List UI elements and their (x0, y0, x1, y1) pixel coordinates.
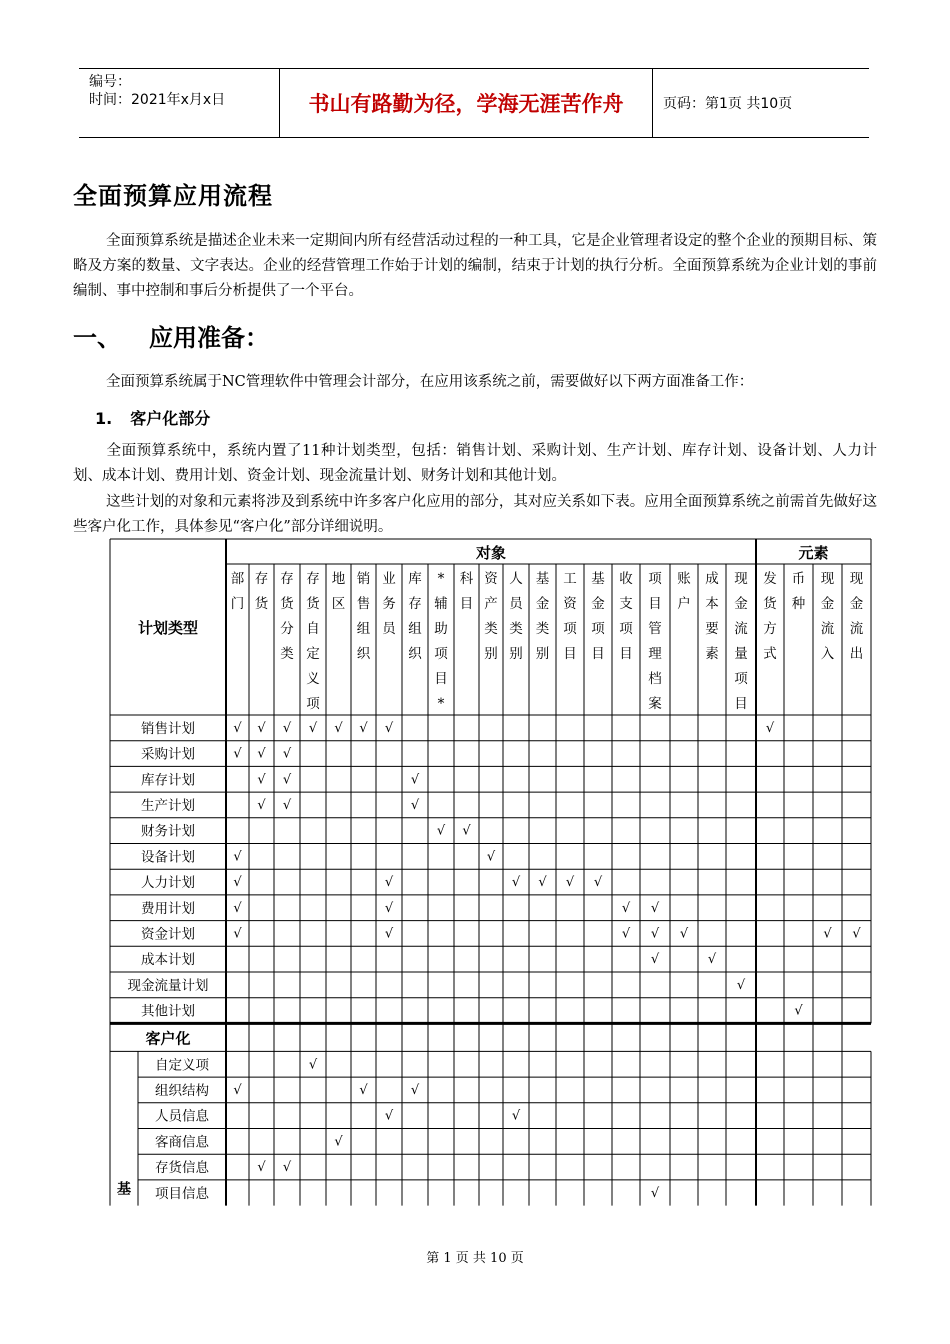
column-header: 地区 (331, 571, 346, 612)
check-mark: √ (282, 797, 292, 813)
custom-row-label: 自定义项 (155, 1057, 209, 1074)
plan-row-label: 人力计划 (141, 875, 195, 892)
check-mark: √ (257, 797, 266, 813)
check-mark: √ (282, 746, 292, 762)
check-mark: √ (233, 1082, 242, 1098)
custom-row-label: 项目信息 (155, 1185, 209, 1202)
column-header: 人员类别 (509, 571, 523, 662)
check-mark: √ (593, 875, 603, 891)
check-mark: √ (565, 875, 575, 891)
doc-number-label: 编号： (89, 74, 131, 90)
check-mark: √ (621, 900, 631, 916)
plan-row-label: 现金流量计划 (127, 977, 209, 994)
column-header: 存货 (254, 571, 269, 612)
group-label-object: 对象 (475, 544, 507, 562)
check-mark: √ (410, 1082, 420, 1098)
check-mark: √ (359, 1082, 368, 1098)
section-heading: 一、 应用准备： (73, 324, 269, 352)
plan-row-label: 采购计划 (141, 746, 195, 763)
check-mark: √ (736, 977, 746, 993)
column-header: 库存组织 (408, 571, 422, 662)
check-mark: √ (486, 849, 496, 865)
check-mark: √ (823, 926, 832, 942)
check-mark: √ (282, 720, 292, 736)
check-mark: √ (334, 1134, 343, 1150)
plan-row-label: 费用计划 (141, 900, 195, 917)
column-header: 资产类别 (484, 571, 498, 662)
check-mark: √ (257, 1160, 266, 1176)
subsection-paragraph-2: 这些计划的对象和元素将涉及到系统中许多客户化应用的部分，其对应关系如下表。应用全面预算系统之前需首先做好这些客户化工作，具体参见“客户化”部分详细说明。 (73, 494, 877, 535)
plan-row-label: 财务计划 (141, 823, 195, 840)
check-mark: √ (436, 823, 446, 839)
side-label: 基 (117, 1181, 131, 1198)
check-mark: √ (765, 720, 775, 736)
customization-label: 客户化 (145, 1029, 191, 1048)
check-mark: √ (679, 926, 689, 942)
plan-row-label: 设备计划 (141, 849, 195, 866)
check-mark: √ (538, 875, 547, 891)
check-mark: √ (384, 1108, 394, 1124)
column-header: 基金项目 (591, 571, 605, 662)
check-mark: √ (621, 926, 631, 942)
column-header: 业务员 (382, 571, 396, 637)
column-header: 存货自定义项 (306, 571, 320, 712)
check-mark: √ (308, 1057, 318, 1073)
section-paragraph: 全面预算系统属于NC管理软件中管理会计部分，在应用该系统之前，需要做好以下两方面准备工作： (106, 374, 754, 390)
plan-row-label: 生产计划 (141, 797, 195, 814)
subsection-heading: 1. 客户化部分 (95, 409, 211, 428)
check-mark: √ (359, 720, 368, 736)
plan-row-label: 其他计划 (141, 1003, 195, 1020)
column-header: 收支项目 (619, 571, 633, 662)
check-mark: √ (257, 720, 266, 736)
check-mark: √ (257, 772, 266, 788)
check-mark: √ (233, 849, 242, 865)
check-mark: √ (282, 772, 292, 788)
plan-row-label: 库存计划 (141, 772, 195, 789)
page-footer: 第 1 页 共 10 页 (426, 1251, 524, 1266)
column-header: 现金流量项目 (734, 571, 748, 712)
check-mark: √ (257, 746, 266, 762)
check-mark: √ (650, 1185, 660, 1201)
check-mark: √ (794, 1003, 803, 1019)
column-header: 基金类别 (535, 571, 550, 662)
check-mark: √ (384, 926, 394, 942)
plan-row-label: 成本计划 (141, 952, 195, 969)
plan-row-label: 资金计划 (141, 926, 195, 943)
check-mark: √ (308, 720, 318, 736)
check-mark: √ (650, 926, 660, 942)
intro-paragraph: 全面预算系统是描述企业未来一定期间内所有经营活动过程的一种工具，它是企业管理者设定的整个企业的预期目标、策略及方案的数量、文字表达。企业的经营管理工作始于计划的编制，结束于计划的执行分析。全面预算系统为企业计划的事前编制、事中控制和事后分析提供了一个平台。 (73, 233, 877, 299)
column-header: 项目管理档案 (648, 571, 662, 712)
check-mark: √ (233, 720, 242, 736)
custom-row-label: 组织结构 (155, 1082, 209, 1099)
check-mark: √ (233, 926, 242, 942)
plan-row-label: 销售计划 (141, 720, 195, 737)
check-mark: √ (511, 875, 521, 891)
check-mark: √ (233, 746, 242, 762)
custom-row-label: 客商信息 (155, 1134, 209, 1151)
check-mark: √ (410, 797, 420, 813)
column-header: 发货方式 (763, 571, 777, 662)
doc-time-label: 时间：2021年x月x日 (89, 92, 226, 108)
header-motto: 书山有路勤为径，学海无涯苦作舟 (280, 69, 653, 137)
corner-label: 计划类型 (137, 619, 199, 637)
header-page-label: 页码：第1页 共10页 (663, 96, 793, 112)
page-title: 全面预算应用流程 (73, 182, 273, 210)
check-mark: √ (384, 875, 394, 891)
check-mark: √ (233, 900, 242, 916)
check-mark: √ (650, 952, 660, 968)
column-header: 销售组织 (356, 571, 371, 662)
column-header: 账户 (677, 571, 691, 612)
check-mark: √ (334, 720, 343, 736)
custom-row-label: 人员信息 (155, 1108, 209, 1125)
group-label-element: 元素 (798, 544, 829, 562)
check-mark: √ (410, 772, 420, 788)
column-header: 币种 (791, 571, 806, 612)
check-mark: √ (707, 952, 717, 968)
column-header: 工资项目 (563, 571, 577, 662)
column-header: 科目 (459, 571, 474, 612)
check-mark: √ (384, 720, 394, 736)
custom-row-label: 存货信息 (155, 1160, 209, 1177)
column-header: 部门 (230, 571, 245, 612)
check-mark: √ (233, 875, 242, 891)
check-mark: √ (650, 900, 660, 916)
column-header: 存货分类 (280, 571, 294, 662)
column-header: 现金流出 (849, 571, 864, 662)
check-mark: √ (511, 1108, 521, 1124)
check-mark: √ (282, 1160, 292, 1176)
column-header: 成本要素 (705, 571, 719, 662)
column-header: *辅助项目* (434, 571, 448, 712)
check-mark: √ (384, 900, 394, 916)
subsection-paragraph-1: 全面预算系统中，系统内置了11种计划类型，包括：销售计划、采购计划、生产计划、库存计划、设备计划、人力计划、成本计划、费用计划、资金计划、现金流量计划、财务计划和其他计划。 (73, 443, 877, 484)
check-mark: √ (852, 926, 861, 942)
column-header: 现金流入 (820, 571, 835, 662)
check-mark: √ (462, 823, 471, 839)
